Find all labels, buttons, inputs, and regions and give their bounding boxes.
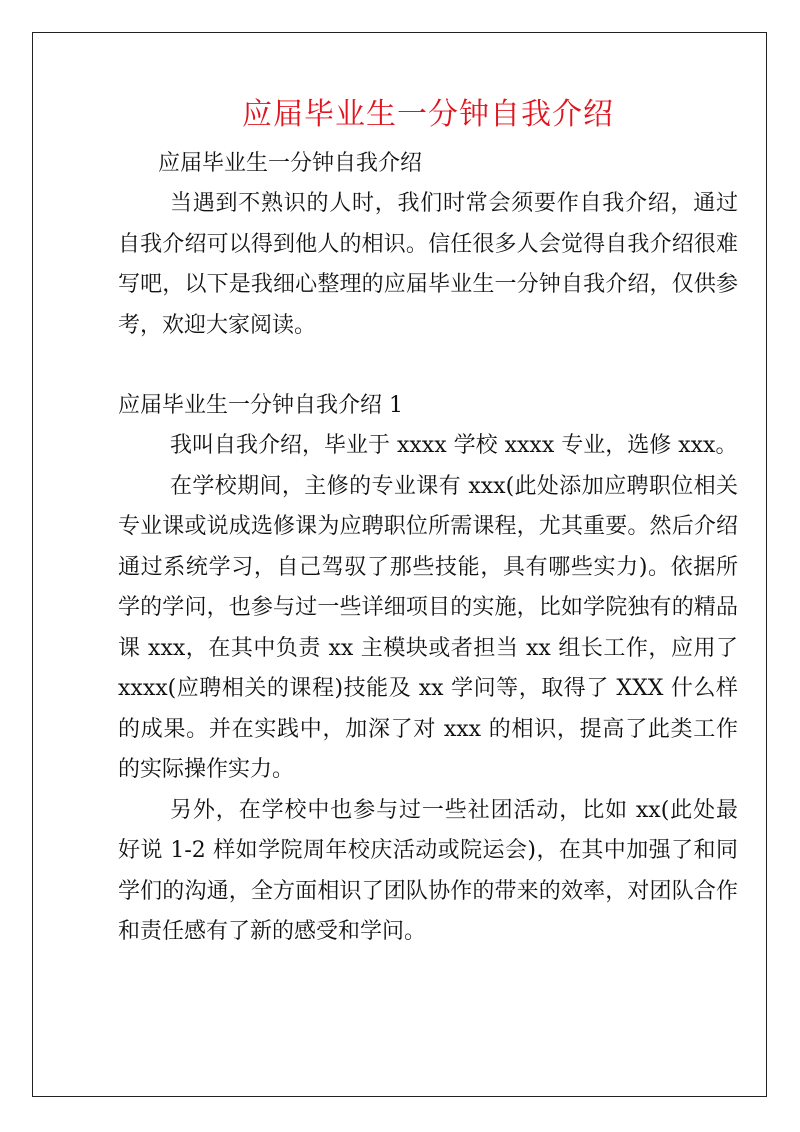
document-title: 应届毕业生一分钟自我介绍 [242, 97, 614, 132]
intro-paragraph: 当遇到不熟识的人时，我们时常会须要作自我介绍，通过自我介绍可以得到他人的相识。信任很多人会觉得自我介绍很难写吧，以下是我细心整理的应届毕业生一分钟自我介绍，仅供参考，欢迎大家阅读。 [118, 191, 738, 338]
body-paragraph: 另外，在学校中也参与过一些社团活动，比如 xx(此处最好说 1-2 样如学院周年校庆活动或院运会)，在其中加强了和同学们的沟通，全方面相识了团队协作的带来的效率，对团队合作和责任感有了新的感受和学问。 [118, 797, 738, 944]
body-paragraph: 我叫自我介绍，毕业于 xxxx 学校 xxxx 专业，选修 xxx。 [170, 433, 738, 458]
section-heading: 应届毕业生一分钟自我介绍 1 [118, 393, 403, 418]
blank-line [118, 346, 738, 386]
document-body [118, 86, 738, 953]
body-paragraph: 在学校期间，主修的专业课有 xxx(此处添加应聘职位相关专业课或说成选修课为应聘职位所需课程，尤其重要。然后介绍通过系统学习，自己驾驭了那些技能，具有哪些实力)。依据所学的学问，也参与过一些详细项目的实施，比如学院独有的精品课 xxx，在其中负责 xx 主模块或者担当 xx 组长工作，应用了 xxxx(应聘相关的课程)技能及 xx 学问等，取得了 XXX 什么样的成果。并在实践中，加深了对 xxx 的相识，提高了此类工作的实际操作实力。 [118, 473, 738, 782]
document-subtitle: 应届毕业生一分钟自我介绍 [158, 151, 423, 176]
